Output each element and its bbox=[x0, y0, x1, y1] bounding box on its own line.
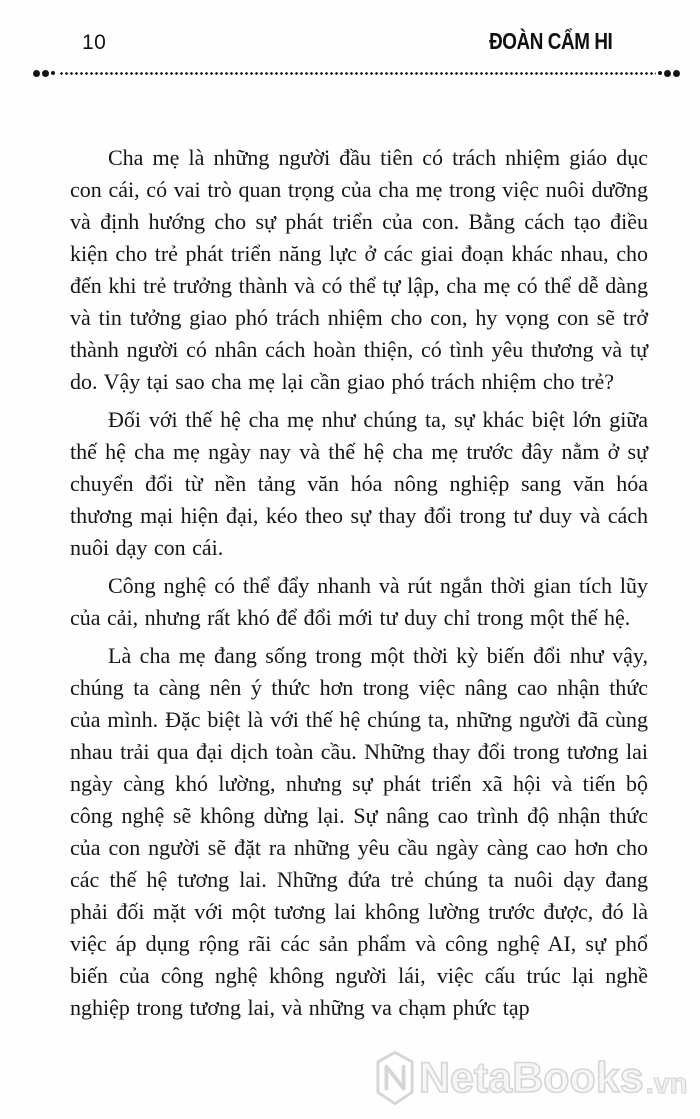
divider-end-dot bbox=[33, 70, 40, 77]
watermark-brand-text: NetaBooks bbox=[419, 1053, 644, 1102]
dotted-divider bbox=[33, 68, 682, 78]
divider-dotted-rule bbox=[59, 72, 656, 75]
body-paragraph: Công nghệ có thể đẩy nhanh và rút ngắn thời gian tích lũy của cải, nhưng rất khó để đổi mới tư duy chỉ trong một thế hệ. bbox=[70, 573, 648, 630]
body-paragraph: Là cha mẹ đang sống trong một thời kỳ biến đổi như vậy, chúng ta càng nên ý thức hơn trong việc nâng cao nhận thức của mình. Đặc biệt là với thế hệ chúng ta, những người đã cùng nhau trải qua đại dịch toàn cầu. Những thay đổi trong tương lai ngày càng khó lường, nhưng sự phát triển xã hội và tiến bộ công nghệ sẽ không dừng lại. Sự nâng cao trình độ nhận thức của con người sẽ đặt ra những yêu cầu ngày càng cao hơn cho các thế hệ tương lai. Những đứa trẻ chúng ta nuôi dạy đang phải đối mặt với một tương lai không lường trước được, đó là việc áp dụng rộng rãi các sản phẩm và công nghệ AI, sự phổ biến của công nghệ không người lái, việc cấu trúc lại nghề nghiệp trong tương lai, và những va chạm phức tạp bbox=[70, 643, 648, 1020]
divider-end-dot bbox=[51, 71, 55, 75]
page-body bbox=[70, 142, 648, 1030]
netabooks-watermark bbox=[376, 1050, 688, 1106]
watermark-tld-text: .vn bbox=[645, 1068, 688, 1100]
divider-end-dot bbox=[42, 70, 49, 77]
body-paragraph: Đối với thế hệ cha mẹ như chúng ta, sự khác biệt lớn giữa thế hệ cha mẹ ngày nay và thế hệ cha mẹ trước đây nằm ở sự chuyển đổi từ nền tảng văn hóa nông nghiệp sang văn hóa thương mại hiện đại, kéo theo sự thay đổi trong tư duy và cách nuôi dạy con cái. bbox=[70, 407, 648, 560]
netabooks-shield-n-icon bbox=[376, 1050, 414, 1106]
divider-end-dot bbox=[664, 70, 671, 77]
page-header bbox=[0, 28, 700, 58]
divider-end-dot bbox=[673, 70, 680, 77]
page-number: 10 bbox=[82, 31, 107, 54]
divider-end-dot bbox=[658, 71, 662, 75]
body-paragraph: Cha mẹ là những người đầu tiên có trách nhiệm giáo dục con cái, có vai trò quan trọng của cha mẹ trong việc nuôi dưỡng và định hướng cho sự phát triển của con. Bằng cách tạo điều kiện cho trẻ phát triển năng lực ở các giai đoạn khác nhau, cho đến khi trẻ trưởng thành và có thể tự lập, cha mẹ có thể dễ dàng và tin tưởng giao phó trách nhiệm cho con, hy vọng con sẽ trở thành người có nhân cách hoàn thiện, có tình yêu thương và tự do. Vậy tại sao cha mẹ lại cần giao phó trách nhiệm cho trẻ? bbox=[70, 145, 648, 394]
running-title: ĐOÀN CẨM HI bbox=[488, 28, 612, 54]
